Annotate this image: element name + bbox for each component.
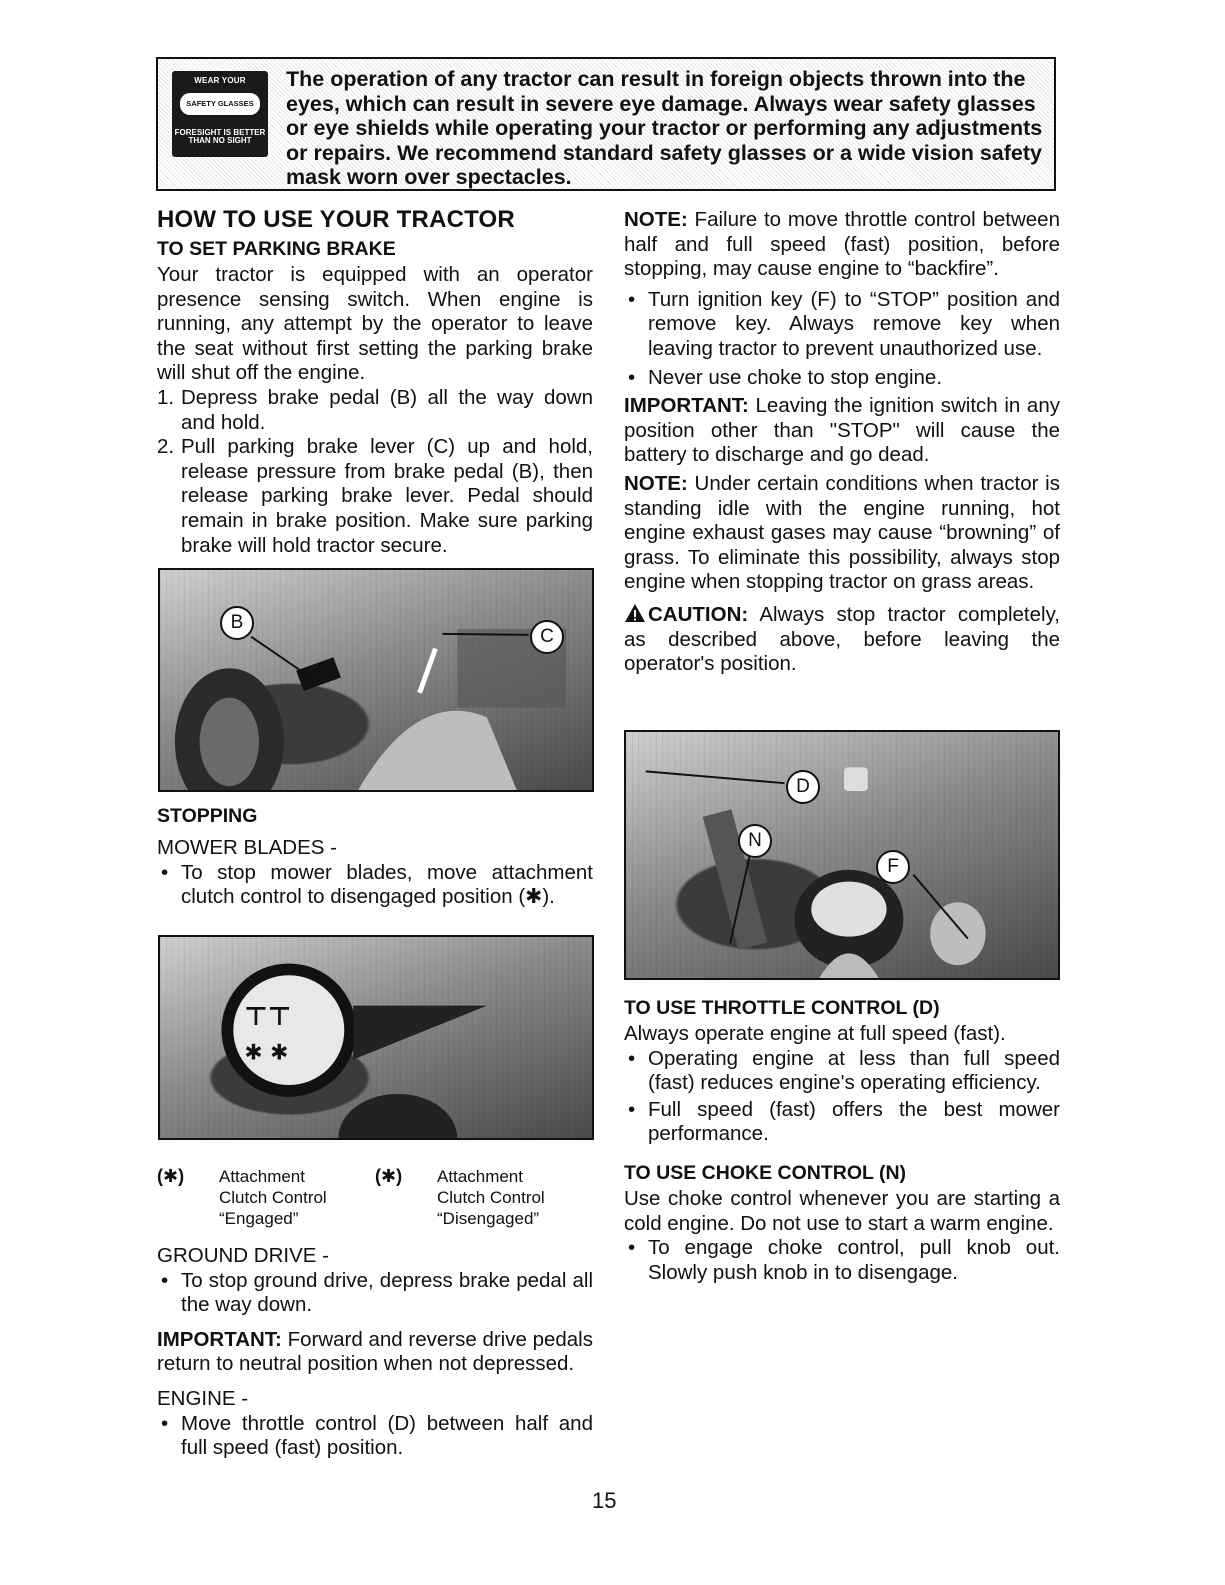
legend-line: “Engaged” <box>219 1209 299 1228</box>
important-label: IMPORTANT: <box>624 394 749 418</box>
important-ignition <box>624 394 1060 468</box>
ground-drive-label: GROUND DRIVE - <box>157 1244 329 1267</box>
stop-engine-list <box>624 288 1060 390</box>
bullet-text: To stop mower blades, move attachment clutch control to disengaged position ( <box>181 860 593 909</box>
badge-bottom-line1: FORESIGHT IS BETTER <box>174 128 266 137</box>
step-number: 1. <box>157 385 175 409</box>
list-item <box>624 366 1060 391</box>
bullet-text: To engage choke control, pull knob out. Slowly push knob in to disengage. <box>648 1236 1060 1284</box>
choke-intro: Use choke control whenever you are starting a cold engine. Do not use to start a warm engine. <box>624 1186 1060 1235</box>
warning-text: The operation of any tractor can result in foreign objects thrown into the eyes, which can result in severe eye damage. Always wear safety glasses or eye shields while operating your tractor or performing any adjustments or repairs. We recommend standard safety glasses or a wide vision safety mask worn over spectacles. <box>286 67 1043 189</box>
section-title: HOW TO USE YOUR TRACTOR <box>157 206 515 233</box>
important-label: IMPORTANT: <box>157 1327 282 1351</box>
stopping-section <box>157 802 593 910</box>
callout-f: F <box>876 850 910 884</box>
list-item <box>624 1236 1060 1285</box>
caution-icon <box>624 603 646 623</box>
bullet-text: Move throttle control (D) between half and full speed (fast) position. <box>181 1411 593 1460</box>
bullet-text: Never use choke to stop engine. <box>648 365 943 389</box>
step-number: 2. <box>157 435 175 459</box>
note-backfire <box>624 208 1060 282</box>
bullet: • <box>161 1411 169 1435</box>
caution-label: CAUTION: <box>648 602 749 626</box>
disengaged-symbol-icon: (✱) <box>375 1166 403 1186</box>
dashboard-controls-photo <box>624 730 1060 980</box>
list-item <box>157 386 593 435</box>
choke-heading: TO USE CHOKE CONTROL (N) <box>624 1161 907 1184</box>
note-text: Failure to move throttle control between half and full speed (fast) position, before stopping, may cause engine to “backfire”. <box>624 208 1060 281</box>
callout-d: D <box>786 770 820 804</box>
bullet: • <box>628 1097 636 1121</box>
safety-warning-banner <box>156 57 1056 191</box>
list-item <box>624 1098 1060 1147</box>
parking-brake-steps <box>157 386 593 558</box>
bullet: • <box>628 1046 636 1070</box>
badge-glasses-text: SAFETY GLASSES <box>180 93 260 115</box>
throttle-heading: TO USE THROTTLE CONTROL (D) <box>624 997 940 1019</box>
step-text: Pull parking brake lever (C) up and hold, release pressure from brake pedal (B), then release parking brake lever. Pedal should remain in brake position. Make sure parking brake will hold tractor secure. <box>181 435 593 557</box>
disengaged-symbol: ✱ <box>525 885 543 909</box>
throttle-list <box>624 1047 1060 1147</box>
important-forward-reverse <box>157 1328 593 1377</box>
mower-blades-label: MOWER BLADES - <box>157 836 337 859</box>
important-text: Forward and reverse drive pedals return to neutral position when not depressed. <box>157 1327 593 1376</box>
page-number: 15 <box>592 1488 617 1513</box>
legend-disengaged-text <box>437 1166 545 1229</box>
list-item <box>624 288 1060 362</box>
list-item <box>157 1269 593 1318</box>
right-column <box>624 208 1060 677</box>
bullet: • <box>628 365 636 389</box>
bullet: • <box>161 1268 169 1292</box>
mower-blades-list <box>157 861 593 910</box>
ground-drive-list <box>157 1269 593 1318</box>
note-label: NOTE: <box>624 471 688 495</box>
engine-label: ENGINE - <box>157 1386 249 1410</box>
legend-engaged-text <box>219 1166 327 1229</box>
engine-list <box>157 1412 593 1461</box>
list-item <box>157 435 593 558</box>
bullet-text-end: ). <box>542 885 555 909</box>
parking-brake-illustration <box>160 570 592 790</box>
choke-list <box>624 1236 1060 1285</box>
list-item <box>157 1412 593 1461</box>
bullet-text: Turn ignition key (F) to “STOP” position and remove key. Always remove key when leaving tractor to prevent unauthorized use. <box>648 287 1060 360</box>
stopping-heading: STOPPING <box>157 805 258 827</box>
clutch-legend-section <box>157 1158 593 1461</box>
note-browning <box>624 472 1060 595</box>
bullet: • <box>161 860 169 884</box>
important-text: Leaving the ignition switch in any position other than "STOP" will cause the battery to discharge and go dead. <box>624 394 1060 467</box>
throttle-intro: Always operate engine at full speed (fast). <box>624 1022 1006 1045</box>
badge-bottom-line2: THAN NO SIGHT <box>188 136 252 146</box>
clutch-control-photo <box>158 935 594 1140</box>
svg-text:⊤⊤: ⊤⊤ <box>244 1002 292 1033</box>
throttle-choke-section <box>624 994 1060 1285</box>
parking-brake-heading: TO SET PARKING BRAKE <box>157 238 396 260</box>
dashboard-illustration <box>626 732 1058 978</box>
bullet: • <box>628 1236 636 1260</box>
list-item <box>624 1047 1060 1096</box>
legend-line: Attachment <box>219 1167 305 1186</box>
left-column <box>157 205 593 558</box>
callout-b: B <box>220 606 254 640</box>
step-text: Depress brake pedal (B) all the way down and hold. <box>181 385 593 434</box>
bullet-text: Full speed (fast) offers the best mower performance. <box>648 1097 1060 1146</box>
legend-line: Clutch Control <box>437 1188 545 1207</box>
legend-line: “Disengaged” <box>437 1209 540 1228</box>
bullet-text: To stop ground drive, depress brake pedal all the way down. <box>181 1268 593 1317</box>
badge-top-text: WEAR YOUR <box>194 76 246 85</box>
legend-line: Clutch Control <box>219 1188 327 1207</box>
engaged-symbol-icon: (✱) <box>157 1166 185 1186</box>
parking-brake-intro: Your tractor is equipped with an operator presence sensing switch. When engine is running, any attempt by the operator to leave the seat without first setting the parking brake will shut off the engine. <box>157 263 593 385</box>
note-text: Under certain conditions when tractor is standing idle with the engine running, hot engine exhaust gases may cause “browning” of grass. To eliminate this possibility, always stop engine when stopping tractor on grass areas. <box>624 471 1060 594</box>
callout-n: N <box>738 824 772 858</box>
clutch-illustration <box>160 937 592 1138</box>
caution-text: Always stop tractor completely, as described above, before leaving the operator's position. <box>624 602 1060 676</box>
bullet: • <box>628 287 636 311</box>
note-label: NOTE: <box>624 208 688 231</box>
clutch-legend <box>157 1166 593 1232</box>
legend-line: Attachment <box>437 1167 523 1186</box>
callout-c: C <box>530 620 564 654</box>
list-item <box>157 861 593 910</box>
badge-bottom-text <box>172 129 268 146</box>
caution-stop-tractor <box>624 603 1060 677</box>
svg-text:✱ ✱: ✱ ✱ <box>244 1040 289 1066</box>
bullet-text: Operating engine at less than full speed (fast) reduces engine's operating efficiency. <box>648 1046 1060 1095</box>
safety-glasses-badge <box>172 71 268 157</box>
parking-brake-photo <box>158 568 594 792</box>
